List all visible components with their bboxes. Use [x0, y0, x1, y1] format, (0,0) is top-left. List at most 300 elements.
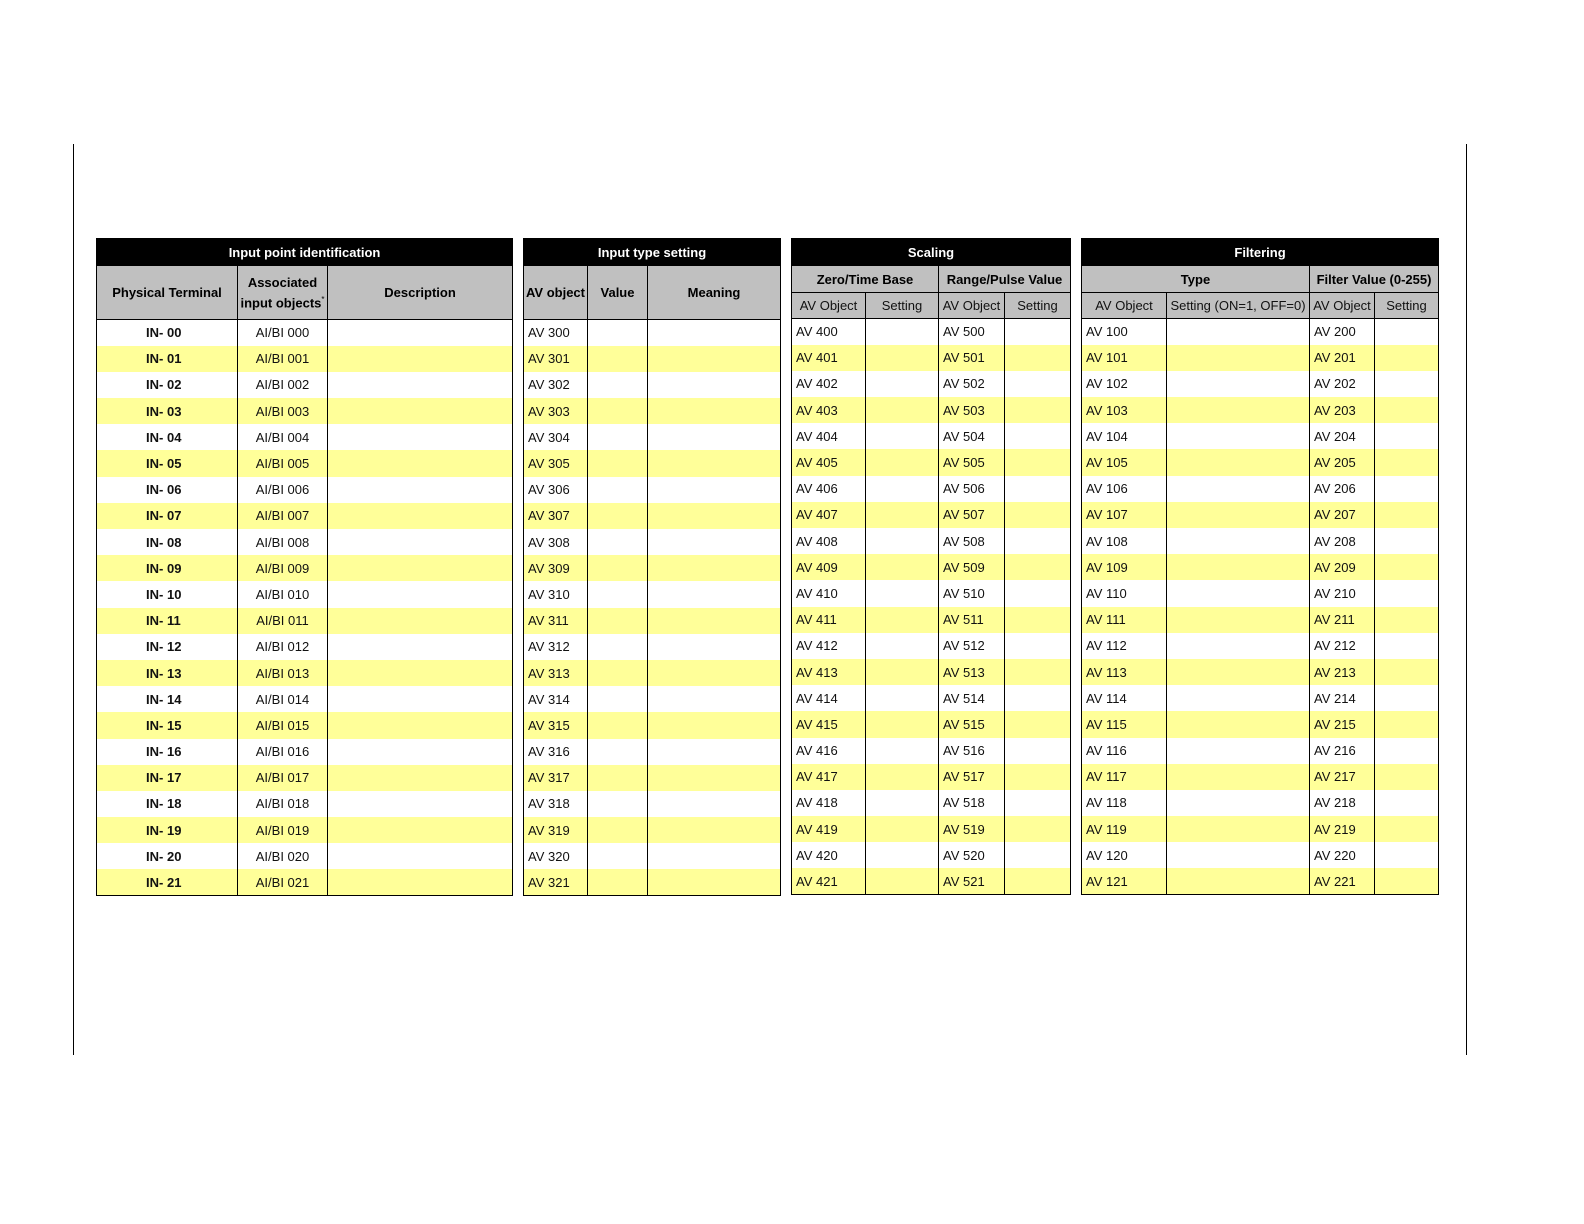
zero-av-object-cell: AV 420	[792, 842, 866, 868]
description-cell[interactable]	[328, 765, 513, 791]
range-setting-cell[interactable]	[1005, 476, 1071, 502]
filtering-table	[1081, 238, 1439, 895]
associated-object-cell: AI/BI 017	[238, 765, 328, 791]
zero-setting-cell[interactable]	[866, 476, 939, 502]
range-setting-cell[interactable]	[1005, 580, 1071, 606]
table-row	[97, 450, 513, 476]
zero-setting-cell[interactable]	[866, 790, 939, 816]
filter-value-av-object-cell: AV 205	[1310, 449, 1375, 475]
zero-av-object-cell: AV 419	[792, 816, 866, 842]
value-cell[interactable]	[588, 398, 648, 424]
meaning-cell[interactable]	[648, 634, 781, 660]
meaning-cell[interactable]	[648, 686, 781, 712]
table-row	[524, 869, 781, 895]
filter-value-setting-cell[interactable]	[1375, 528, 1439, 554]
terminal-number: 17	[166, 770, 182, 786]
col-range-setting: Setting	[1005, 293, 1071, 319]
value-cell[interactable]	[588, 608, 648, 634]
terminal-cell	[97, 320, 238, 346]
filter-value-av-object-cell: AV 217	[1310, 764, 1375, 790]
range-setting-cell[interactable]	[1005, 607, 1071, 633]
meaning-cell[interactable]	[648, 660, 781, 686]
terminal-prefix: IN-	[146, 848, 164, 864]
table-row	[524, 712, 781, 738]
filter-type-setting-cell[interactable]	[1167, 476, 1310, 502]
value-cell[interactable]	[588, 739, 648, 765]
table-row	[97, 843, 513, 869]
av-type-object-cell: AV 314	[524, 686, 588, 712]
terminal-number: 12	[166, 639, 182, 655]
table-row	[792, 868, 1071, 894]
terminal-cell	[97, 608, 238, 634]
description-cell[interactable]	[328, 529, 513, 555]
terminal-cell	[97, 660, 238, 686]
filter-type-setting-cell[interactable]	[1167, 423, 1310, 449]
zero-av-object-cell: AV 406	[792, 476, 866, 502]
terminal-number: 01	[166, 351, 182, 367]
table-row	[1082, 633, 1439, 659]
filter-value-setting-cell[interactable]	[1375, 842, 1439, 868]
filter-type-setting-cell[interactable]	[1167, 738, 1310, 764]
meaning-cell[interactable]	[648, 817, 781, 843]
table-row	[792, 659, 1071, 685]
filter-type-setting-cell[interactable]	[1167, 868, 1310, 894]
terminal-prefix: IN-	[146, 744, 164, 760]
filter-type-setting-cell[interactable]	[1167, 345, 1310, 371]
table-row	[97, 765, 513, 791]
table-row	[97, 529, 513, 555]
value-cell[interactable]	[588, 372, 648, 398]
description-cell[interactable]	[328, 660, 513, 686]
associated-object-cell: AI/BI 015	[238, 712, 328, 738]
zero-setting-cell[interactable]	[866, 816, 939, 842]
associated-object-cell: AI/BI 002	[238, 372, 328, 398]
zero-setting-cell[interactable]	[866, 345, 939, 371]
filter-value-setting-cell[interactable]	[1375, 790, 1439, 816]
zero-setting-cell[interactable]	[866, 319, 939, 345]
range-av-object-cell: AV 518	[939, 790, 1005, 816]
range-av-object-cell: AV 512	[939, 633, 1005, 659]
filter-value-setting-cell[interactable]	[1375, 345, 1439, 371]
range-setting-cell[interactable]	[1005, 764, 1071, 790]
zero-setting-cell[interactable]	[866, 607, 939, 633]
filter-type-av-object-cell: AV 115	[1082, 711, 1167, 737]
zero-av-object-cell: AV 417	[792, 764, 866, 790]
filter-type-setting-cell[interactable]	[1167, 319, 1310, 345]
filter-value-setting-cell[interactable]	[1375, 685, 1439, 711]
terminal-prefix: IN-	[146, 482, 164, 498]
filter-type-av-object-cell: AV 110	[1082, 580, 1167, 606]
description-cell[interactable]	[328, 503, 513, 529]
description-cell[interactable]	[328, 372, 513, 398]
filter-value-setting-cell[interactable]	[1375, 449, 1439, 475]
range-av-object-cell: AV 510	[939, 580, 1005, 606]
table-row	[792, 554, 1071, 580]
range-setting-cell[interactable]	[1005, 868, 1071, 894]
zero-setting-cell[interactable]	[866, 842, 939, 868]
meaning-cell[interactable]	[648, 791, 781, 817]
table-row	[1082, 397, 1439, 423]
table-row	[1082, 319, 1439, 345]
input-type-title: Input type setting	[524, 239, 781, 266]
col-zero-av-object: AV Object	[792, 293, 866, 319]
filter-type-av-object-cell: AV 105	[1082, 449, 1167, 475]
range-setting-cell[interactable]	[1005, 842, 1071, 868]
terminal-number: 10	[166, 586, 182, 602]
filter-value-av-object-cell: AV 202	[1310, 371, 1375, 397]
av-type-object-cell: AV 321	[524, 869, 588, 895]
range-setting-cell[interactable]	[1005, 685, 1071, 711]
associated-object-cell: AI/BI 007	[238, 503, 328, 529]
filter-value-setting-cell[interactable]	[1375, 554, 1439, 580]
av-type-object-cell: AV 302	[524, 372, 588, 398]
filter-type-setting-cell[interactable]	[1167, 790, 1310, 816]
table-row	[1082, 371, 1439, 397]
value-cell[interactable]	[588, 581, 648, 607]
value-cell[interactable]	[588, 869, 648, 895]
zero-av-object-cell: AV 403	[792, 397, 866, 423]
range-setting-cell[interactable]	[1005, 659, 1071, 685]
table-row	[1082, 345, 1439, 371]
range-setting-cell[interactable]	[1005, 423, 1071, 449]
table-row	[524, 843, 781, 869]
range-setting-cell[interactable]	[1005, 449, 1071, 475]
meaning-cell[interactable]	[648, 503, 781, 529]
meaning-cell[interactable]	[648, 477, 781, 503]
range-av-object-cell: AV 511	[939, 607, 1005, 633]
table-row	[1082, 476, 1439, 502]
meaning-cell[interactable]	[648, 450, 781, 476]
associated-object-cell: AI/BI 013	[238, 660, 328, 686]
col-associated-footnote-mark: *	[321, 294, 325, 304]
terminal-number: 00	[166, 325, 182, 341]
filter-type-setting-cell[interactable]	[1167, 554, 1310, 580]
filter-value-setting-cell[interactable]	[1375, 868, 1439, 894]
terminal-cell	[97, 477, 238, 503]
range-setting-cell[interactable]	[1005, 738, 1071, 764]
terminal-prefix: IN-	[146, 429, 164, 445]
av-type-object-cell: AV 300	[524, 320, 588, 346]
table-row	[792, 764, 1071, 790]
av-type-object-cell: AV 305	[524, 450, 588, 476]
table-row	[97, 320, 513, 346]
col-meaning: Meaning	[648, 266, 781, 320]
zero-setting-cell[interactable]	[866, 659, 939, 685]
av-type-object-cell: AV 315	[524, 712, 588, 738]
meaning-cell[interactable]	[648, 739, 781, 765]
zero-setting-cell[interactable]	[866, 423, 939, 449]
value-cell[interactable]	[588, 555, 648, 581]
filter-value-av-object-cell: AV 220	[1310, 842, 1375, 868]
description-cell[interactable]	[328, 739, 513, 765]
range-setting-cell[interactable]	[1005, 319, 1071, 345]
value-cell[interactable]	[588, 477, 648, 503]
group-zero-time-base: Zero/Time Base	[792, 266, 939, 293]
description-cell[interactable]	[328, 634, 513, 660]
filter-type-av-object-cell: AV 108	[1082, 528, 1167, 554]
table-row	[1082, 580, 1439, 606]
table-row	[792, 371, 1071, 397]
filter-value-setting-cell[interactable]	[1375, 816, 1439, 842]
range-setting-cell[interactable]	[1005, 371, 1071, 397]
description-cell[interactable]	[328, 555, 513, 581]
av-type-object-cell: AV 306	[524, 477, 588, 503]
value-cell[interactable]	[588, 660, 648, 686]
zero-av-object-cell: AV 408	[792, 528, 866, 554]
filter-value-av-object-cell: AV 212	[1310, 633, 1375, 659]
description-cell[interactable]	[328, 843, 513, 869]
table-row	[1082, 816, 1439, 842]
range-av-object-cell: AV 520	[939, 842, 1005, 868]
table-row	[792, 842, 1071, 868]
table-row	[97, 869, 513, 895]
description-cell[interactable]	[328, 477, 513, 503]
av-type-object-cell: AV 310	[524, 581, 588, 607]
terminal-cell	[97, 739, 238, 765]
meaning-cell[interactable]	[648, 372, 781, 398]
group-range-pulse-value: Range/Pulse Value	[939, 266, 1071, 293]
value-cell[interactable]	[588, 346, 648, 372]
meaning-cell[interactable]	[648, 608, 781, 634]
value-cell[interactable]	[588, 791, 648, 817]
associated-object-cell: AI/BI 019	[238, 817, 328, 843]
filter-value-setting-cell[interactable]	[1375, 659, 1439, 685]
terminal-cell	[97, 581, 238, 607]
table-row	[792, 476, 1071, 502]
filter-type-setting-cell[interactable]	[1167, 502, 1310, 528]
filter-type-setting-cell[interactable]	[1167, 816, 1310, 842]
zero-setting-cell[interactable]	[866, 397, 939, 423]
zero-setting-cell[interactable]	[866, 633, 939, 659]
meaning-cell[interactable]	[648, 529, 781, 555]
table-row	[792, 633, 1071, 659]
table-row	[97, 346, 513, 372]
filter-value-setting-cell[interactable]	[1375, 764, 1439, 790]
table-row	[792, 319, 1071, 345]
value-cell[interactable]	[588, 765, 648, 791]
value-cell[interactable]	[588, 529, 648, 555]
zero-av-object-cell: AV 407	[792, 502, 866, 528]
terminal-cell	[97, 843, 238, 869]
filter-type-setting-cell[interactable]	[1167, 371, 1310, 397]
meaning-cell[interactable]	[648, 843, 781, 869]
col-value: Value	[588, 266, 648, 320]
zero-setting-cell[interactable]	[866, 685, 939, 711]
associated-object-cell: AI/BI 016	[238, 739, 328, 765]
filter-value-av-object-cell: AV 200	[1310, 319, 1375, 345]
zero-setting-cell[interactable]	[866, 738, 939, 764]
zero-setting-cell[interactable]	[866, 554, 939, 580]
filter-type-av-object-cell: AV 116	[1082, 738, 1167, 764]
range-av-object-cell: AV 503	[939, 397, 1005, 423]
zero-av-object-cell: AV 412	[792, 633, 866, 659]
description-cell[interactable]	[328, 686, 513, 712]
zero-setting-cell[interactable]	[866, 371, 939, 397]
table-row	[1082, 711, 1439, 737]
filter-type-setting-cell[interactable]	[1167, 528, 1310, 554]
value-cell[interactable]	[588, 843, 648, 869]
table-row	[524, 634, 781, 660]
terminal-number: 11	[166, 613, 181, 629]
table-row	[1082, 685, 1439, 711]
zero-setting-cell[interactable]	[866, 580, 939, 606]
filter-type-setting-cell[interactable]	[1167, 607, 1310, 633]
filter-value-setting-cell[interactable]	[1375, 633, 1439, 659]
description-cell[interactable]	[328, 817, 513, 843]
zero-setting-cell[interactable]	[866, 528, 939, 554]
scaling-table	[791, 238, 1071, 895]
filter-type-setting-cell[interactable]	[1167, 685, 1310, 711]
meaning-cell[interactable]	[648, 346, 781, 372]
filter-value-av-object-cell: AV 221	[1310, 868, 1375, 894]
range-setting-cell[interactable]	[1005, 554, 1071, 580]
description-cell[interactable]	[328, 581, 513, 607]
terminal-prefix: IN-	[146, 325, 164, 341]
description-cell[interactable]	[328, 712, 513, 738]
description-cell[interactable]	[328, 320, 513, 346]
filter-value-setting-cell[interactable]	[1375, 711, 1439, 737]
meaning-cell[interactable]	[648, 712, 781, 738]
filter-type-setting-cell[interactable]	[1167, 449, 1310, 475]
av-type-object-cell: AV 317	[524, 765, 588, 791]
table-row	[524, 765, 781, 791]
filter-value-setting-cell[interactable]	[1375, 397, 1439, 423]
zero-av-object-cell: AV 421	[792, 868, 866, 894]
zero-setting-cell[interactable]	[866, 868, 939, 894]
table-row	[524, 346, 781, 372]
value-cell[interactable]	[588, 817, 648, 843]
table-row	[97, 398, 513, 424]
meaning-cell[interactable]	[648, 869, 781, 895]
value-cell[interactable]	[588, 320, 648, 346]
value-cell[interactable]	[588, 686, 648, 712]
value-cell[interactable]	[588, 634, 648, 660]
range-setting-cell[interactable]	[1005, 633, 1071, 659]
filter-value-setting-cell[interactable]	[1375, 319, 1439, 345]
range-av-object-cell: AV 515	[939, 711, 1005, 737]
col-type-av-object: AV Object	[1082, 293, 1167, 319]
meaning-cell[interactable]	[648, 581, 781, 607]
filter-type-setting-cell[interactable]	[1167, 711, 1310, 737]
filter-value-av-object-cell: AV 209	[1310, 554, 1375, 580]
range-setting-cell[interactable]	[1005, 790, 1071, 816]
filter-value-setting-cell[interactable]	[1375, 423, 1439, 449]
meaning-cell[interactable]	[648, 555, 781, 581]
meaning-cell[interactable]	[648, 765, 781, 791]
filter-value-av-object-cell: AV 203	[1310, 397, 1375, 423]
terminal-cell	[97, 372, 238, 398]
description-cell[interactable]	[328, 450, 513, 476]
description-cell[interactable]	[328, 869, 513, 895]
filter-type-av-object-cell: AV 118	[1082, 790, 1167, 816]
description-cell[interactable]	[328, 398, 513, 424]
range-setting-cell[interactable]	[1005, 502, 1071, 528]
table-row	[524, 555, 781, 581]
meaning-cell[interactable]	[648, 320, 781, 346]
table-row	[792, 685, 1071, 711]
filter-value-setting-cell[interactable]	[1375, 738, 1439, 764]
av-type-object-cell: AV 311	[524, 608, 588, 634]
table-row	[97, 686, 513, 712]
filter-type-av-object-cell: AV 102	[1082, 371, 1167, 397]
terminal-number: 05	[166, 456, 182, 472]
range-setting-cell[interactable]	[1005, 711, 1071, 737]
table-row	[524, 608, 781, 634]
table-row	[524, 372, 781, 398]
zero-av-object-cell: AV 400	[792, 319, 866, 345]
table-row	[524, 660, 781, 686]
zero-setting-cell[interactable]	[866, 711, 939, 737]
table-row	[524, 529, 781, 555]
description-cell[interactable]	[328, 791, 513, 817]
av-type-object-cell: AV 316	[524, 739, 588, 765]
terminal-cell	[97, 529, 238, 555]
filter-value-setting-cell[interactable]	[1375, 476, 1439, 502]
col-av-object: AV object	[524, 266, 588, 320]
range-setting-cell[interactable]	[1005, 528, 1071, 554]
filter-value-av-object-cell: AV 211	[1310, 607, 1375, 633]
filter-value-setting-cell[interactable]	[1375, 607, 1439, 633]
range-av-object-cell: AV 508	[939, 528, 1005, 554]
zero-setting-cell[interactable]	[866, 764, 939, 790]
value-cell[interactable]	[588, 424, 648, 450]
filter-value-setting-cell[interactable]	[1375, 502, 1439, 528]
filter-type-av-object-cell: AV 111	[1082, 607, 1167, 633]
range-setting-cell[interactable]	[1005, 816, 1071, 842]
terminal-number: 13	[166, 665, 182, 681]
filter-type-av-object-cell: AV 109	[1082, 554, 1167, 580]
filter-value-av-object-cell: AV 210	[1310, 580, 1375, 606]
table-row	[97, 712, 513, 738]
meaning-cell[interactable]	[648, 424, 781, 450]
table-row	[1082, 502, 1439, 528]
meaning-cell[interactable]	[648, 398, 781, 424]
range-setting-cell[interactable]	[1005, 397, 1071, 423]
description-cell[interactable]	[328, 608, 513, 634]
filter-type-setting-cell[interactable]	[1167, 764, 1310, 790]
input-type-table	[523, 238, 781, 896]
terminal-prefix: IN-	[146, 586, 164, 602]
filtering-title: Filtering	[1082, 239, 1439, 266]
description-cell[interactable]	[328, 424, 513, 450]
table-row	[1082, 449, 1439, 475]
table-row	[524, 686, 781, 712]
table-row	[792, 790, 1071, 816]
range-setting-cell[interactable]	[1005, 345, 1071, 371]
filter-type-setting-cell[interactable]	[1167, 397, 1310, 423]
zero-av-object-cell: AV 402	[792, 371, 866, 397]
table-row	[97, 608, 513, 634]
filter-value-setting-cell[interactable]	[1375, 371, 1439, 397]
zero-setting-cell[interactable]	[866, 449, 939, 475]
filter-type-setting-cell[interactable]	[1167, 633, 1310, 659]
av-type-object-cell: AV 304	[524, 424, 588, 450]
terminal-number: 02	[166, 377, 182, 393]
associated-object-cell: AI/BI 005	[238, 450, 328, 476]
filter-type-setting-cell[interactable]	[1167, 580, 1310, 606]
zero-setting-cell[interactable]	[866, 502, 939, 528]
value-cell[interactable]	[588, 450, 648, 476]
filter-value-setting-cell[interactable]	[1375, 580, 1439, 606]
filter-type-setting-cell[interactable]	[1167, 842, 1310, 868]
value-cell[interactable]	[588, 712, 648, 738]
filter-type-setting-cell[interactable]	[1167, 659, 1310, 685]
value-cell[interactable]	[588, 503, 648, 529]
associated-object-cell: AI/BI 012	[238, 634, 328, 660]
terminal-prefix: IN-	[146, 560, 164, 576]
description-cell[interactable]	[328, 346, 513, 372]
av-type-object-cell: AV 303	[524, 398, 588, 424]
